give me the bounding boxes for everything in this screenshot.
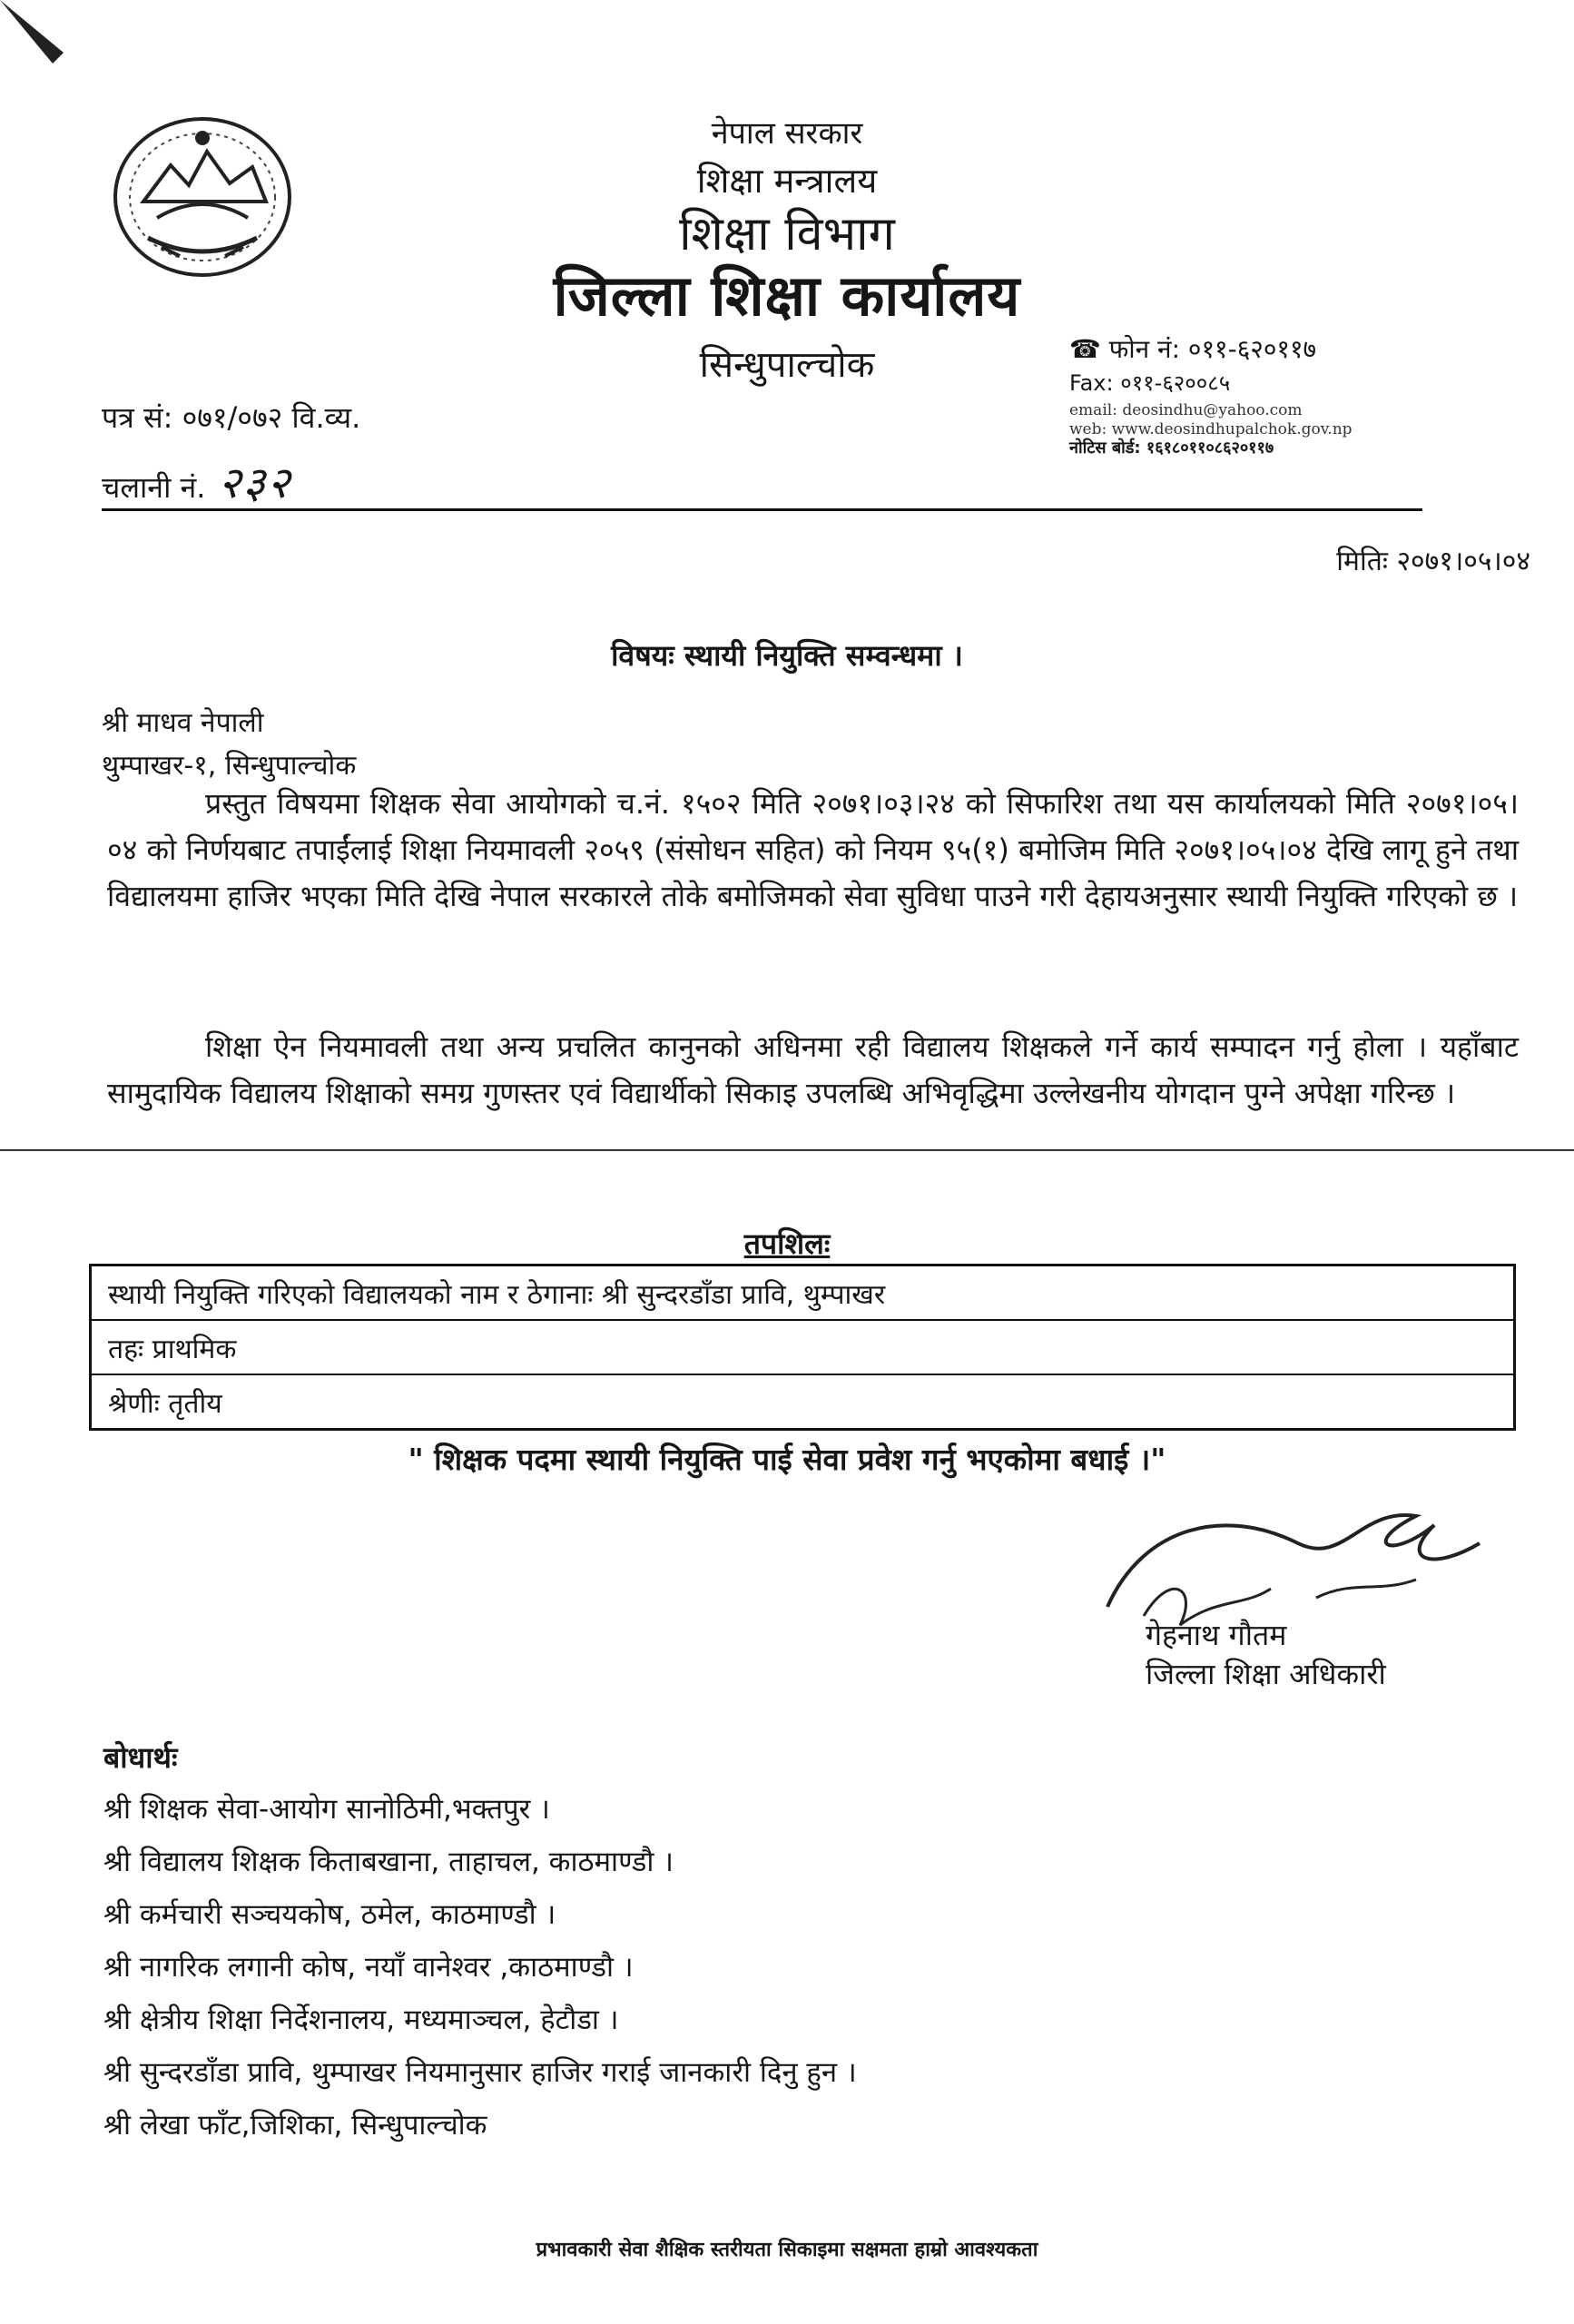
phone-number: ☎ फोन नं: ०११-६२०११७ xyxy=(1069,334,1317,364)
list-item: श्री विद्यालय शिक्षक किताबखाना, ताहाचल, काठमाण्डौ । xyxy=(103,1846,674,1878)
letter-number: पत्र सं: ०७१/०७२ वि.व्य. xyxy=(102,400,361,435)
dispatch-number-row xyxy=(102,452,291,511)
details-heading: तपशिलः xyxy=(743,1226,831,1261)
contact-block xyxy=(1069,334,1559,458)
table-row xyxy=(91,1320,1515,1374)
list-item: श्री सुन्दरडाँडा प्रावि, थुम्पाखर नियमानुसार हाजिर गराई जानकारी दिनु हुन । xyxy=(103,2056,857,2089)
table-row xyxy=(91,1374,1515,1430)
recipient-name: श्री माधव नेपाली xyxy=(102,707,264,739)
signatory-block xyxy=(1146,1616,1386,1694)
recipient-address: थुम्पाखर-१, सिन्धुपाल्चोक xyxy=(102,749,357,782)
email-address: email: deosindhu@yahoo.com xyxy=(1069,401,1303,420)
body-paragraph-2: शिक्षा ऐन नियमावली तथा अन्य प्रचलित कानुनको अधिनमा रही विद्यालय शिक्षकले गर्ने कार्य सम्पादन गर्नु होला । यहाँबाट सामुदायिक विद्यालय शिक्षाको समग्र गुणस्तर एवं विद्यार्थीको सिकाइ उपलब्धि अभिवृद्धिमा उल्लेखनीय योगदान पुग्ने अपेक्षा गरिन्छ । xyxy=(107,1029,1519,1111)
header-divider xyxy=(102,508,1422,511)
cc-list xyxy=(103,1783,857,2152)
letter-subject: विषयः स्थायी नियुक्ति सम्वन्धमा । xyxy=(611,638,963,673)
fax-number: Fax: ०११-६२००८५ xyxy=(1069,369,1231,396)
list-item: श्री कर्मचारी सञ्चयकोष, ठमेल, काठमाण्डौ । xyxy=(103,1898,556,1931)
school-name-address: स्थायी नियुक्ति गरिएको विद्यालयको नाम र ठेगानाः श्री सुन्दरडाँडा प्रावि, थुम्पाखर xyxy=(91,1265,1515,1321)
dispatch-number: २३२ xyxy=(218,458,292,508)
ministry-name: शिक्षा मन्त्रालय xyxy=(696,161,878,201)
list-item: श्री क्षेत्रीय शिक्षा निर्देशनालय, मध्यमाञ्चल, हेटौडा । xyxy=(103,2004,619,2036)
footer-slogan: प्रभावकारी सेवा शैक्षिक स्तरीयता सिकाइमा सक्षमता हाम्रो आवश्यकता xyxy=(536,2239,1038,2261)
list-item: श्री नागरिक लगानी कोष, नयाँ वानेश्वर ,काठमाण्डौ । xyxy=(103,1951,634,1984)
notice-board-number: नोटिस बोर्ड: १६१८०११०८६२०११७ xyxy=(1069,438,1274,458)
website-address: web: www.deosindhupalchok.gov.np xyxy=(1069,419,1353,438)
cc-heading: बोधार्थः xyxy=(103,1740,178,1775)
dispatch-label: चलानी नं. xyxy=(102,470,206,505)
list-item: श्री शिक्षक सेवा-आयोग सानोठिमी,भक्तपुर । xyxy=(103,1793,550,1826)
grade: श्रेणीः तृतीय xyxy=(91,1374,1515,1430)
letter-date: मितिः २०७१।०५।०४ xyxy=(1336,546,1530,577)
list-item: श्री लेखा फाँट,जिशिका, सिन्धुपाल्चोक xyxy=(103,2109,487,2142)
congratulation-message: " शिक्षक पदमा स्थायी नियुक्ति पाई सेवा प्रवेश गर्नु भएकोमा बधाई ।" xyxy=(408,1442,1166,1477)
appointment-details-table xyxy=(89,1264,1516,1431)
department-name: शिक्षा विभाग xyxy=(679,207,895,261)
government-name: नेपाल सरकार xyxy=(711,115,863,152)
scan-corner-mark xyxy=(0,0,73,73)
office-name: जिल्ला शिक्षा कार्यालय xyxy=(553,262,1021,329)
table-row xyxy=(91,1265,1515,1321)
body-paragraph-1: प्रस्तुत विषयमा शिक्षक सेवा आयोगको च.नं. १५०२ मिति २०७१।०३।२४ को सिफारिश तथा यस कार्यालयको मिति २०७१।०५।०४ को निर्णयबाट तपाईंलाई शिक्षा नियमावली २०५९ (संसोधन सहित) को नियम ९५(१) बमोजिम मिति २०७१।०५।०४ देखि लागू हुने तथा विद्यालयमा हाजिर भएका मिति देखि नेपाल सरकारले तोके बमोजिमको सेवा सुविधा पाउने गरी देहायअनुसार स्थायी नियुक्ति गरिएको छ । xyxy=(107,786,1519,914)
signatory-title: जिल्ला शिक्षा अधिकारी xyxy=(1146,1657,1386,1692)
scan-fold-line xyxy=(0,1149,1574,1151)
signatory-name: गेहनाथ गौतम xyxy=(1146,1618,1287,1652)
recipient-block xyxy=(102,703,356,787)
level: तहः प्राथमिक xyxy=(91,1320,1515,1374)
district-name: सिन्धुपाल्चोक xyxy=(699,344,875,386)
